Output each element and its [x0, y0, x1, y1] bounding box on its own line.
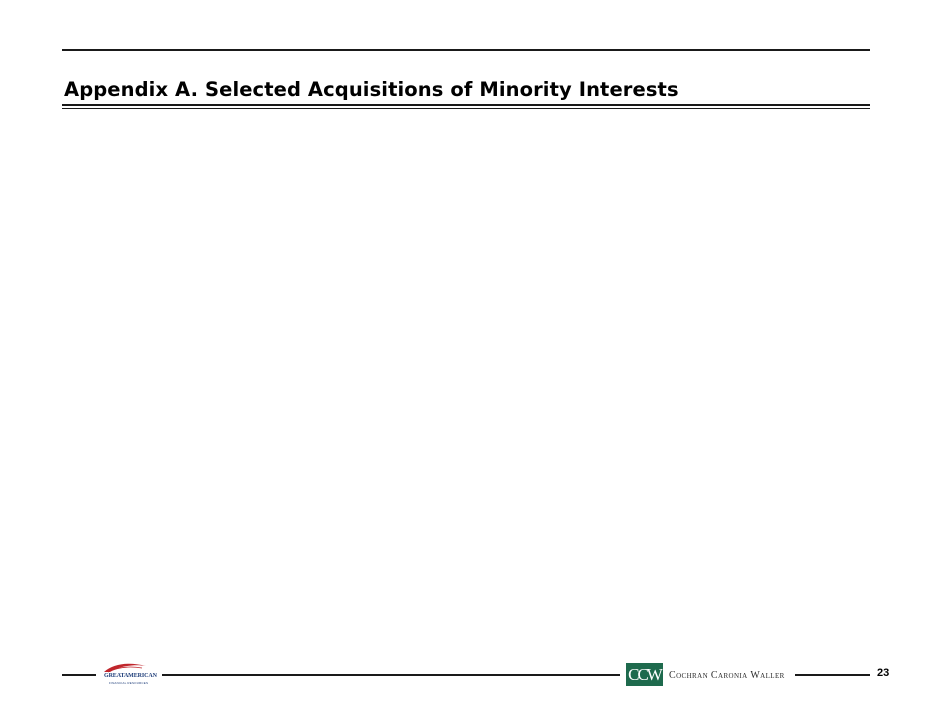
title-underline-thin: [62, 108, 870, 109]
great-american-name: GREATAMERICAN: [104, 673, 157, 679]
ccw-logo-mark: CCW: [628, 665, 661, 684]
page-number: 23: [877, 667, 890, 679]
page-title: Appendix A. Selected Acquisitions of Minority Interests: [64, 78, 679, 101]
content-area: [62, 115, 870, 645]
ccw-company-name: Cochran Caronia Waller: [669, 670, 785, 681]
ccw-logo-badge: [626, 663, 663, 686]
great-american-subtitle: FINANCIAL RESOURCES: [109, 681, 149, 685]
footer: [0, 650, 932, 700]
footer-rule-middle: [162, 674, 620, 676]
footer-rule-left: [62, 674, 96, 676]
great-american-logo: [100, 660, 156, 692]
title-underline: [62, 104, 870, 106]
top-rule: [62, 49, 870, 51]
footer-rule-right: [795, 674, 870, 676]
